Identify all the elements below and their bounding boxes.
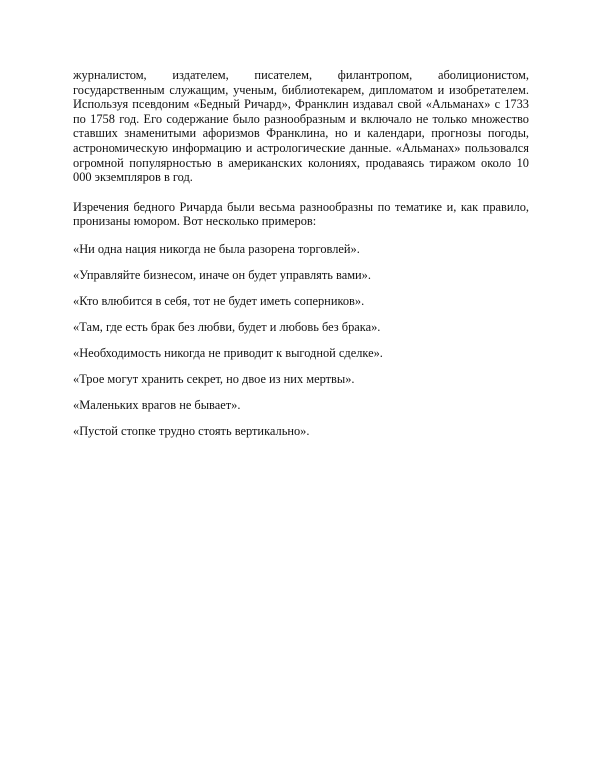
quote-item: «Ни одна нация никогда не была разорена торговлей».	[73, 241, 360, 256]
quote-item: «Пустой стопке трудно стоять вертикально».	[73, 423, 310, 438]
quote-item: «Трое могут хранить секрет, но двое из них мертвы».	[73, 371, 355, 386]
quote-item: «Необходимость никогда не приводит к выгодной сделке».	[73, 345, 383, 360]
paragraph-franklin-biography: журналистом, издателем, писателем, филантропом, аболиционистом, государственным служащим, ученым, библиотекарем, дипломатом и изобретателем. Используя псевдоним «Бедный Ричард», Франклин издавал свой «Альманах» с 1733 по 1758 год. Его содержание было разнообразным и включало не только множество ставших знаменитыми афоризмов Франклина, но и календари, прогнозы погоды, астрономическую информацию и астрологические данные. «Альманах» пользовался огромной популярностью в американских колониях, продаваясь тиражом около 10 000 экземпляров в год.	[73, 68, 529, 185]
document-body	[73, 68, 529, 450]
quote-item: «Управляйте бизнесом, иначе он будет управлять вами».	[73, 267, 371, 282]
paragraph-sayings-intro: Изречения бедного Ричарда были весьма разнообразны по тематике и, как правило, пронизаны юмором. Вот несколько примеров:	[73, 199, 529, 229]
quote-item: «Там, где есть брак без любви, будет и любовь без брака».	[73, 319, 381, 334]
quote-item: «Кто влюбится в себя, тот не будет иметь соперников».	[73, 293, 365, 308]
quote-item: «Маленьких врагов не бывает».	[73, 397, 241, 412]
